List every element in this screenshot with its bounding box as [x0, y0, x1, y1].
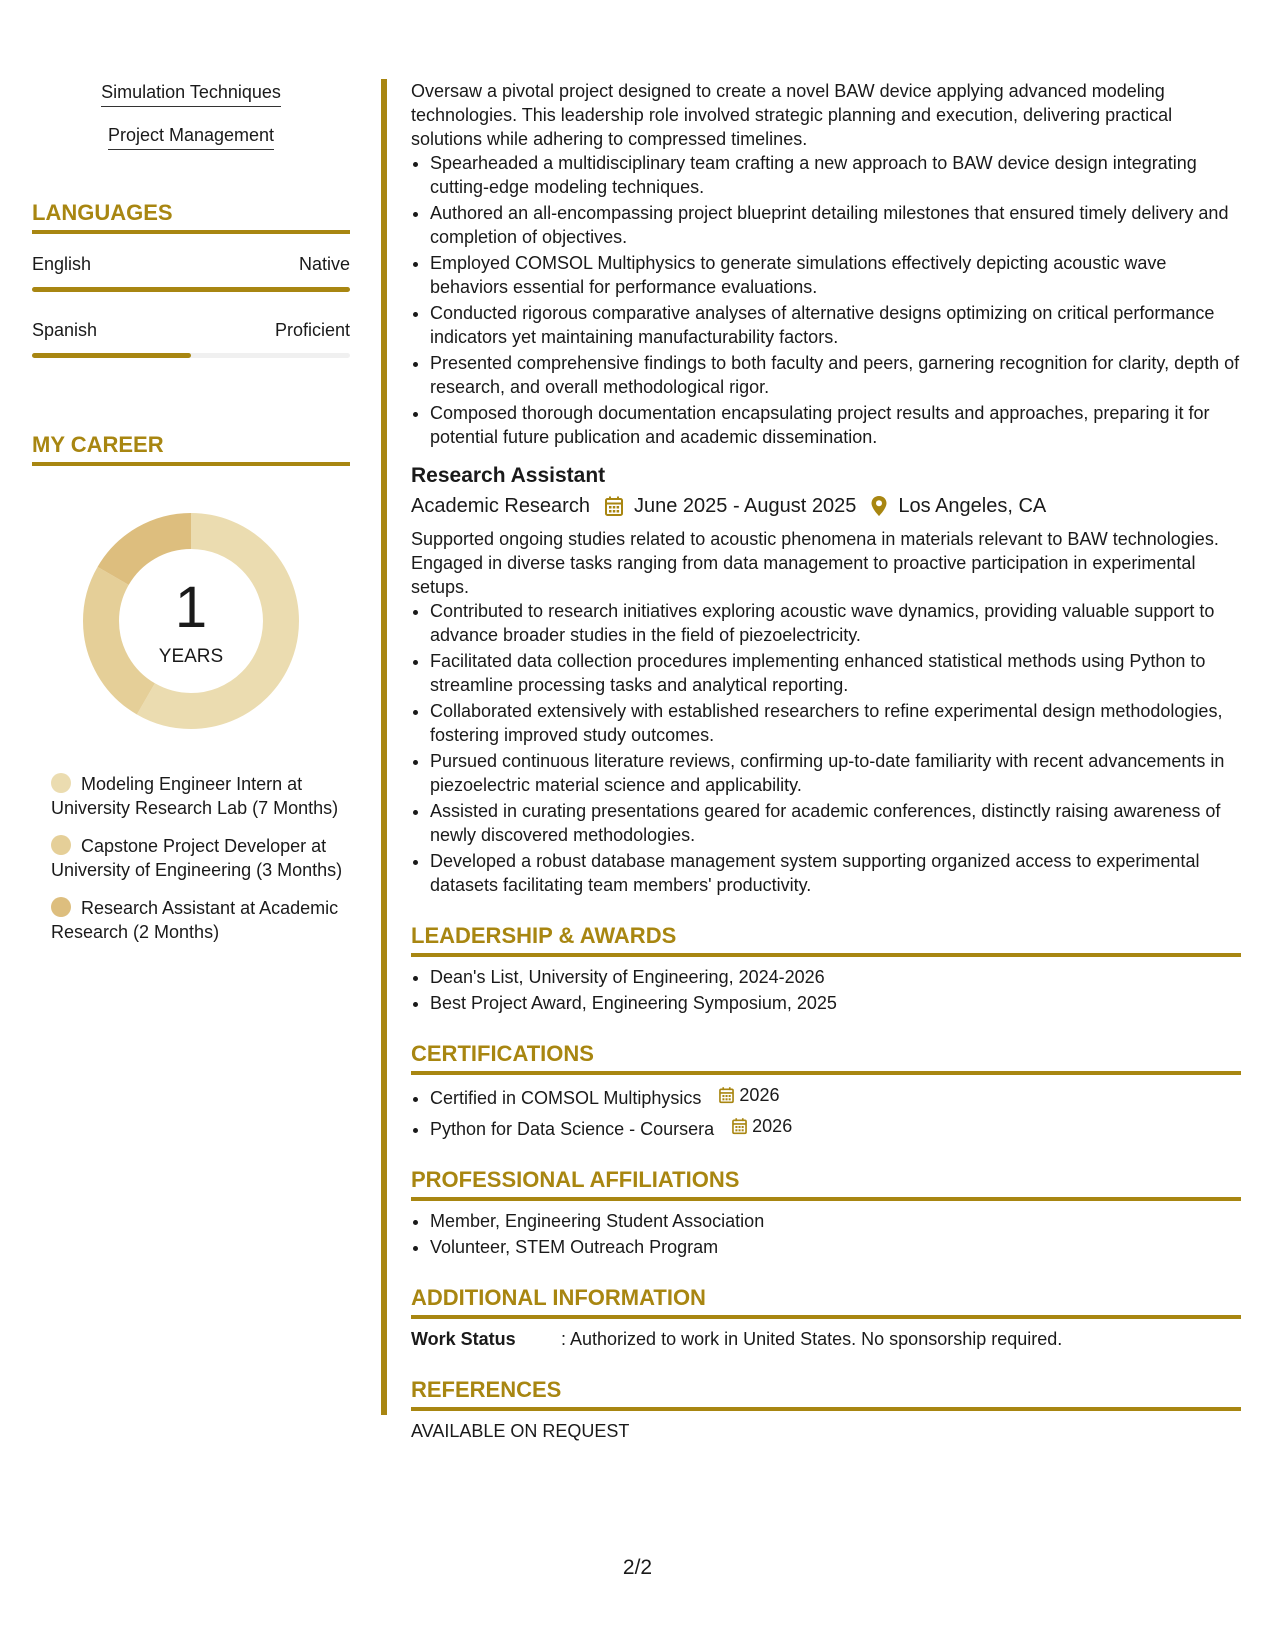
skill-tag: Project Management	[108, 123, 274, 150]
calendar-icon	[718, 1086, 735, 1104]
job-bullets	[411, 599, 1241, 897]
affiliations-heading: PROFESSIONAL AFFILIATIONS	[411, 1165, 1241, 1201]
language-bar-fill	[32, 353, 191, 358]
list-item: • Dean's List, University of Engineering, 2024-2026	[430, 965, 1241, 989]
skill-tag: Simulation Techniques	[101, 80, 281, 107]
page-number: 2/2	[622, 1556, 653, 1579]
list-item: • Best Project Award, Engineering Symposium, 2025	[430, 991, 1241, 1015]
legend-dot-icon	[51, 897, 71, 917]
language-name: English	[32, 254, 92, 274]
language-bar	[32, 353, 350, 358]
location-pin-icon	[870, 495, 888, 517]
work-status-value: : Authorized to work in United States. No sponsorship required.	[561, 1329, 1063, 1349]
job-meta	[411, 491, 1241, 521]
legend-dot-icon	[51, 773, 71, 793]
list-item: • Authored an all-encompassing project blueprint detailing milestones that ensured timely delivery and completion of objectives.	[430, 201, 1241, 249]
list-item: • Composed thorough documentation encapsulating project results and approaches, preparing it for potential future publication and academic dissemination.	[430, 401, 1241, 449]
career-section	[32, 432, 350, 944]
column-divider	[381, 79, 387, 1415]
job-company: Academic Research	[411, 495, 590, 517]
legend-dot-icon	[51, 835, 71, 855]
career-item	[32, 834, 350, 882]
language-bar-fill	[32, 287, 350, 292]
list-item: • Employed COMSOL Multiphysics to generate simulations effectively depicting acoustic wave behaviors essential for performance evaluations.	[430, 251, 1241, 299]
career-item-label: Capstone Project Developer at University of Engineering (3 Months)	[51, 836, 343, 880]
list-item: • Conducted rigorous comparative analyses of alternative designs optimizing on critical performance indicators yet maintaining manufacturability factors.	[430, 301, 1241, 349]
list-item: • Facilitated data collection procedures implementing enhanced statistical methods using Python to streamline processing tasks and analytical reporting.	[430, 649, 1241, 697]
job-title: Research Assistant	[411, 464, 606, 487]
certification-name: Certified in COMSOL Multiphysics	[430, 1088, 702, 1108]
language-bar	[32, 287, 350, 292]
calendar-icon	[604, 495, 624, 517]
references-heading: REFERENCES	[411, 1375, 1241, 1411]
list-item: • Spearheaded a multidisciplinary team crafting a new approach to BAW device design integrating cutting-edge modeling techniques.	[430, 151, 1241, 199]
language-level: Proficient	[274, 320, 350, 340]
references-text: AVAILABLE ON REQUEST	[411, 1421, 630, 1441]
career-heading: MY CAREER	[32, 432, 350, 466]
calendar-icon	[731, 1117, 748, 1135]
leadership-heading: LEADERSHIP & AWARDS	[411, 921, 1241, 957]
career-item-label: Research Assistant at Academic Research (2 Months)	[51, 898, 339, 942]
languages-heading: LANGUAGES	[32, 200, 350, 234]
job-summary: Supported ongoing studies related to acoustic phenomena in materials relevant to BAW technologies. Engaged in diverse tasks ranging from data management to proactive participation in experimental setups.	[411, 529, 1219, 597]
left-column	[32, 80, 350, 958]
list-item: • Collaborated extensively with established researchers to refine experimental design methodologies, fostering improved study outcomes.	[430, 699, 1241, 747]
work-status-label: Work Status	[411, 1329, 516, 1349]
list-item: • Member, Engineering Student Association	[430, 1209, 1241, 1233]
career-donut-chart	[76, 506, 306, 736]
career-total-value: 1	[174, 575, 208, 640]
affiliations-list	[411, 1209, 1241, 1259]
career-legend	[32, 772, 350, 944]
list-item: • Pursued continuous literature reviews, confirming up-to-date familiarity with recent advancements in piezoelectric material science and applicability.	[430, 749, 1241, 797]
career-item	[32, 896, 350, 944]
leadership-list	[411, 965, 1241, 1015]
additional-info-heading: ADDITIONAL INFORMATION	[411, 1283, 1241, 1319]
list-item: • Developed a robust database management system supporting organized access to experimental datasets facilitating team members' productivity.	[430, 849, 1241, 897]
list-item: • Volunteer, STEM Outreach Program	[430, 1235, 1241, 1259]
language-level: Native	[298, 254, 350, 274]
languages-section	[32, 200, 350, 358]
language-name: Spanish	[32, 320, 98, 340]
language-item	[32, 254, 350, 292]
project-bullets	[411, 151, 1241, 449]
certification-year: 2026	[739, 1085, 780, 1105]
certifications-list	[411, 1083, 1241, 1141]
list-item: • Presented comprehensive findings to both faculty and peers, garnering recognition for clarity, depth of research, and overall methodological rigor.	[430, 351, 1241, 399]
language-item	[32, 320, 350, 358]
career-total-unit: YEARS	[158, 646, 224, 667]
right-column	[411, 79, 1241, 1443]
list-item	[430, 1083, 1241, 1110]
list-item: • Assisted in curating presentations geared for academic conferences, distinctly raising awareness of newly discovered methodologies.	[430, 799, 1241, 847]
certification-name: Python for Data Science - Coursera	[430, 1119, 715, 1139]
certification-year: 2026	[752, 1116, 793, 1136]
certifications-heading: CERTIFICATIONS	[411, 1039, 1241, 1075]
job-location: Los Angeles, CA	[898, 495, 1047, 517]
career-item	[32, 772, 350, 820]
job-dates: June 2025 - August 2025	[633, 495, 857, 517]
project-summary: Oversaw a pivotal project designed to create a novel BAW device applying advanced modeling technologies. This leadership role involved strategic planning and execution, delivering practical solutions while adhering to compressed timelines.	[411, 81, 1173, 149]
list-item: • Contributed to research initiatives exploring acoustic wave dynamics, providing valuable support to advance broader studies in the field of piezoelectricity.	[430, 599, 1241, 647]
career-item-label: Modeling Engineer Intern at University Research Lab (7 Months)	[51, 774, 339, 818]
work-status-row	[411, 1327, 1241, 1351]
list-item	[430, 1114, 1241, 1141]
